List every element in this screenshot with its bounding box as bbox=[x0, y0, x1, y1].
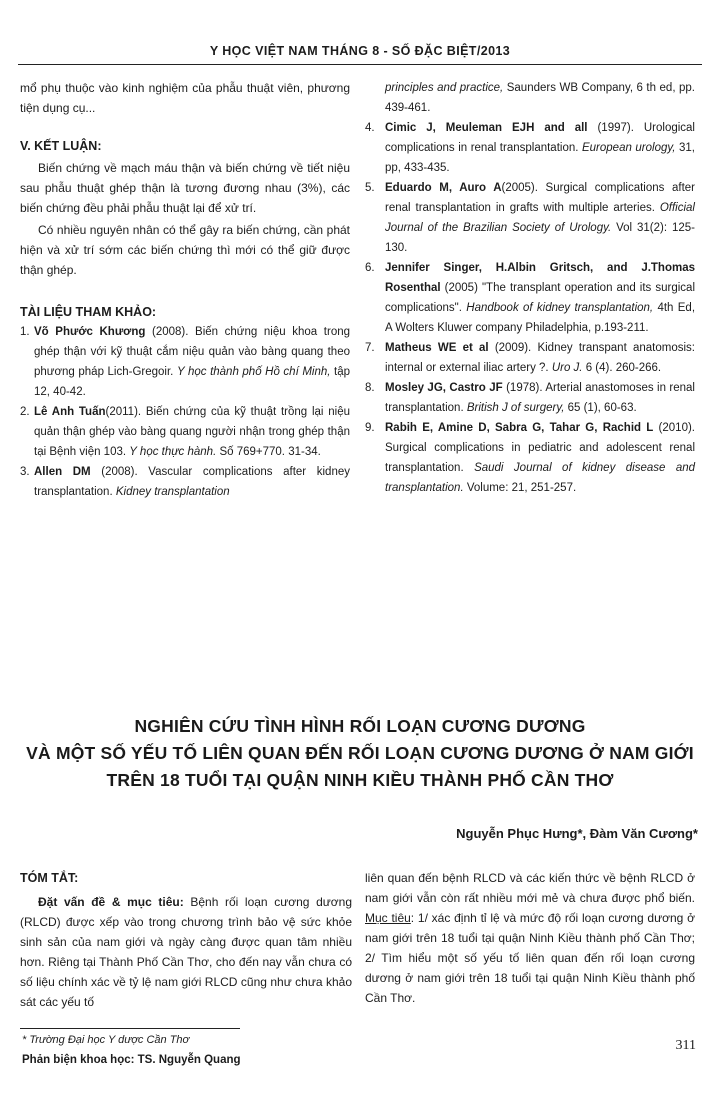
reference-item: 2. Lê Anh Tuấn(2011). Biến chứng của kỹ thuật trồng lại niệu quản thận ghép vào bàng quang người nhận trong ghép thận tại Bệnh viện 103. Y học thực hành. Số 769+770. 31-34. bbox=[20, 406, 350, 458]
conclusion-heading: V. KẾT LUẬN: bbox=[20, 139, 102, 153]
article-authors: Nguyễn Phục Hưng*, Đàm Văn Cương* bbox=[456, 826, 698, 841]
abstract-paragraph: Đặt vấn đề & mục tiêu: Bệnh rối loạn cương dương (RLCD) được xếp vào trong chương trình bảo vệ sức khỏe sinh sản của nam giới và ngày càng được quan tâm nhiều hơn. Riêng tại Thành Phố Cần Thơ, cho đến nay vẫn chưa có số liệu chính xác về tỷ lệ nam giới RLCD cũng như chưa khảo sát các yếu tố bbox=[20, 895, 352, 1009]
conclusion-paragraph-2: Có nhiều nguyên nhân có thể gây ra biến chứng, cần phát hiện và xử trí sớm các biến chứng thì mới có thể giữ được thận ghép. bbox=[20, 223, 350, 277]
footnote-rule bbox=[20, 1028, 240, 1029]
references-list-left bbox=[20, 322, 350, 502]
abstract-label: Đặt vấn đề & mục tiêu: bbox=[38, 895, 184, 909]
objectives-label: Mục tiêu bbox=[365, 911, 411, 925]
footnote-reviewer: Phản biện khoa học: TS. Nguyễn Quang bbox=[22, 1054, 241, 1066]
left-column bbox=[20, 78, 350, 502]
journal-header: Y HỌC VIỆT NAM THÁNG 8 - SỐ ĐẶC BIỆT/2013 bbox=[209, 44, 511, 58]
reference-item: 7. Matheus WE et al (2009). Kidney transpant anatomosis: internal or external iliac artery ?. Uro J. 6 (4). 260-266. bbox=[365, 342, 695, 374]
article-title-line-1: NGHIÊN CỨU TÌNH HÌNH RỐI LOẠN CƯƠNG DƯƠNG bbox=[134, 716, 586, 736]
footnote-affiliation: * Trường Đại học Y dược Cần Thơ bbox=[22, 1034, 190, 1046]
reference-item: 8. Mosley JG, Castro JF (1978). Arterial anastomoses in renal transplantation. British J of surgery, 65 (1), 60-63. bbox=[365, 382, 695, 414]
header-rule bbox=[18, 64, 702, 65]
abstract-continuation: liên quan đến bệnh RLCD và các kiến thức về bệnh RLCD ở nam giới vẫn còn rất nhiều mới mẻ và chưa được phổ biến. Mục tiêu: 1/ xác định tỉ lệ và mức độ rối loạn cương dương ở nam giới trên 18 tuổi tại quận Ninh Kiều thành phố Cần Thơ; 2/ Tìm hiểu một số yếu tố liên quan đến rối loạn cương dương ở nam giới trên 18 tuổi tại quận Ninh Kiều thành phố Cần Thơ. bbox=[365, 871, 695, 1005]
article-title bbox=[20, 713, 700, 794]
article-title-line-2: VÀ MỘT SỐ YẾU TỐ LIÊN QUAN ĐẾN RỐI LOẠN CƯƠNG DƯƠNG Ở NAM GIỚI bbox=[26, 743, 694, 763]
references-heading: TÀI LIỆU THAM KHẢO: bbox=[20, 305, 157, 319]
continuation-text: mổ phụ thuộc vào kinh nghiệm của phẫu thuật viên, phương tiện dụng cụ... bbox=[20, 81, 350, 115]
conclusion-paragraph-1: Biến chứng về mạch máu thận và biến chứng về tiết niệu sau phẫu thuật ghép thận là tương đương nhau (3%), các biến chứng đều phải phẫu thuật lại để xử trí. bbox=[20, 161, 350, 215]
abstract-left bbox=[20, 868, 352, 1012]
reference-item: 9. Rabih E, Amine D, Sabra G, Tahar G, Rachid L (2010). Surgical complications in pediatric and adolescent renal transplantation. Saudi Journal of kidney disease and transplantation. Volume: 21, 251-257. bbox=[365, 422, 696, 494]
reference-item: 6. Jennifer Singer, H.Albin Gritsch, and J.Thomas Rosenthal (2005) "The transplant operation and its surgical complications". Handbook of kidney transplantation, 4th Ed, A Wolters Kluwer company Philadelphia, p.193-211. bbox=[365, 262, 696, 334]
right-column bbox=[365, 78, 695, 498]
reference-item: 4. Cimic J, Meuleman EJH and all (1997). Urological complications in renal transplantation. European urology, 31, pp, 433-435. bbox=[365, 122, 695, 174]
abstract-heading: TÓM TẮT: bbox=[20, 871, 79, 885]
reference-continuation: principles and practice, Saunders WB Company, 6 th ed, pp. 439-461. bbox=[385, 82, 695, 114]
reference-item: 5. Eduardo M, Auro A(2005). Surgical complications after renal transplantation in grafts with multiple arteries. Official Journal of the Brazilian Society of Urology. Vol 31(2): 125-130. bbox=[365, 182, 695, 254]
reference-item: 3. Allen DM (2008). Vascular complications after kidney transplantation. Kidney transplantation bbox=[20, 466, 350, 498]
reference-item: 1. Võ Phước Khương (2008). Biến chứng niệu khoa trong ghép thận với kỹ thuật cắm niệu quản vào bàng quang theo phương pháp Lich-Gregoir. Y học thành phố Hồ chí Minh, tập 12, 40-42. bbox=[20, 326, 351, 398]
abstract-right bbox=[365, 868, 695, 1008]
article-title-line-3: TRÊN 18 TUỔI TẠI QUẬN NINH KIỀU THÀNH PHỐ CẦN THƠ bbox=[106, 770, 614, 790]
page-number: 311 bbox=[675, 1038, 696, 1053]
